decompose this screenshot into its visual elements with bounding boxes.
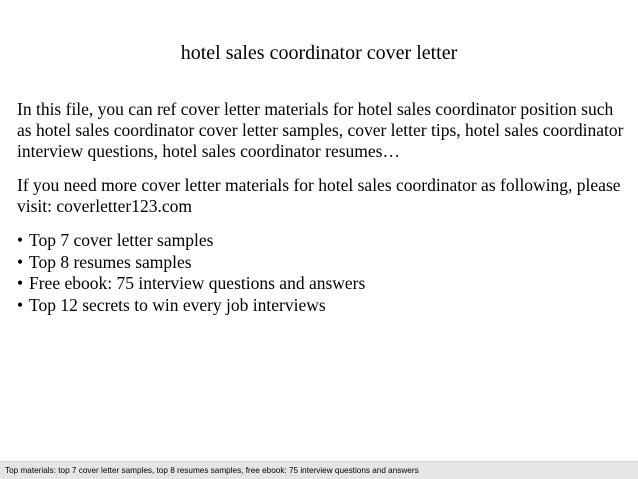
materials-list xyxy=(17,230,629,316)
list-item-text: Top 8 resumes samples xyxy=(29,251,192,272)
bullet-icon: • xyxy=(17,273,24,293)
more-materials-paragraph: If you need more cover letter materials for hotel sales coordinator as following, please visit: coverletter123.com xyxy=(17,175,621,216)
list-item-text: Free ebook: 75 interview questions and answers xyxy=(29,273,366,293)
slide-content xyxy=(17,99,629,316)
bullet-icon: • xyxy=(17,294,24,315)
list-item xyxy=(17,252,629,274)
footer-bar xyxy=(0,461,638,479)
list-item-text: Top 7 cover letter samples xyxy=(29,230,214,250)
intro-paragraph: In this file, you can ref cover letter materials for hotel sales coordinator position such as hotel sales coordinator cover letter samples, cover letter tips, hotel sales coordinator interview questions, hotel sales coordinator resumes… xyxy=(17,99,624,161)
list-item-text: Top 12 secrets to win every job interviews xyxy=(29,294,326,315)
list-item xyxy=(17,273,629,295)
page-title: hotel sales coordinator cover letter xyxy=(180,42,458,64)
list-item xyxy=(17,295,629,317)
bullet-icon: • xyxy=(17,251,24,272)
bullet-icon: • xyxy=(17,230,24,250)
footer-text: Top materials: top 7 cover letter samples, top 8 resumes samples, free ebook: 75 interview questions and answers xyxy=(5,466,419,475)
list-item xyxy=(17,230,629,252)
